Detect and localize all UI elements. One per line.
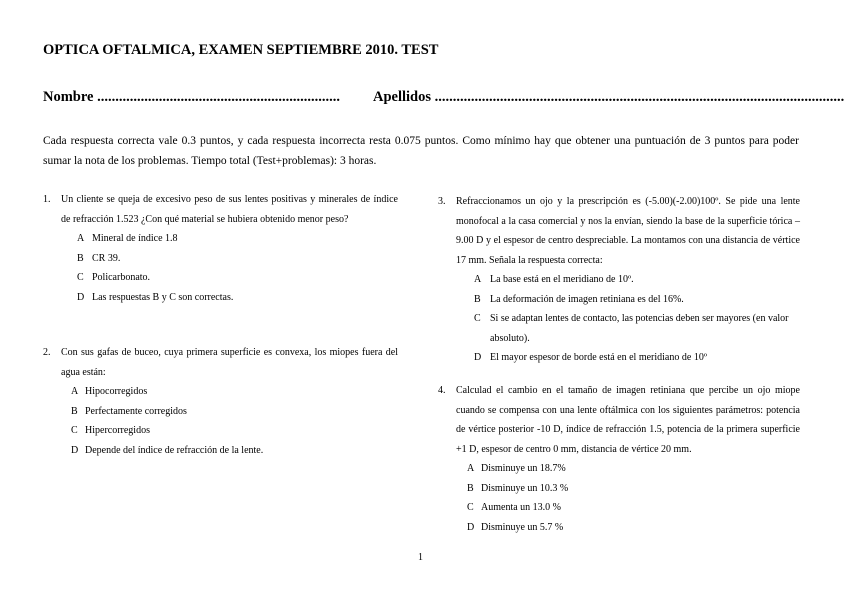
question-2	[43, 343, 398, 460]
question-text: Con sus gafas de buceo, cuya primera superficie es convexa, los miopes fuera del agua están:	[61, 347, 398, 378]
options-list	[77, 229, 398, 307]
name-field: Nombre ...................................................................	[43, 89, 340, 105]
option: B CR 39.	[77, 252, 121, 264]
option: C Si se adaptan lentes de contacto, las potencias deben ser mayores (en valor absoluto).	[474, 313, 789, 344]
option: A Disminuye un 18.7%	[467, 463, 566, 474]
option: B Disminuye un 10.3 %	[467, 482, 569, 494]
option: B La deformación de imagen retiniana es del 16%.	[474, 293, 684, 305]
page-number: 1	[418, 552, 423, 563]
option: C Policarbonato.	[77, 272, 151, 283]
surname-field: Apellidos .................................................................................................................	[373, 89, 845, 105]
question-text: Calculad el cambio en el tamaño de imagen retiniana que percibe un ojo miope cuando se compensa con una lente oftálmica con los siguientes parámetros: potencia de vértice posterior -10 D, índice de refracción 1.5, potencia de la primera superficie +1 D, espesor de centro 0 mm, distancia de vértice 20 mm.	[456, 385, 800, 455]
option: A La base está en el meridiano de 10º.	[474, 274, 634, 285]
question-number: 2.	[43, 347, 51, 358]
question-3	[438, 192, 800, 368]
question-number: 1.	[43, 194, 51, 205]
question-number: 4.	[438, 385, 446, 396]
option: B Perfectamente corregidos	[71, 405, 187, 417]
option: A Hipocorregidos	[71, 386, 148, 397]
instructions: Cada respuesta correcta vale 0.3 puntos, y cada respuesta incorrecta resta 0.075 puntos. Como mínimo hay que obtener una puntuación de 3 puntos para poder sumar la nota de los problemas. Tiempo total (Test+problemas): 3 horas.	[43, 135, 799, 167]
option: C Aumenta un 13.0 %	[467, 502, 561, 513]
option: C Hipercorregidos	[71, 425, 150, 436]
options-list	[474, 270, 800, 368]
option: D Depende del índice de refracción de la lente.	[71, 444, 264, 456]
exam-title: OPTICA OFTALMICA, EXAMEN SEPTIEMBRE 2010. TEST	[43, 42, 439, 58]
question-text: Refraccionamos un ojo y la prescripción es (-5.00)(-2.00)100º. Se pide una lente monofocal a la casa comercial y nos la envían, siendo la base de la superficie tórica –9.00 D y el espesor de centro despreciable. La montamos con una distancia de vértice 17 mm. Señala la respuesta correcta:	[456, 196, 800, 266]
options-list	[467, 459, 800, 537]
option: D El mayor espesor de borde está en el meridiano de 10º	[474, 352, 707, 363]
question-number: 3.	[438, 196, 446, 207]
options-list	[71, 382, 398, 460]
option: A Mineral de índice 1.8	[77, 233, 178, 244]
question-text: Un cliente se queja de excesivo peso de sus lentes positivas y minerales de índice de refracción 1.523 ¿Con qué material se hubiera obtenido menor peso?	[61, 194, 398, 225]
question-1	[43, 190, 398, 307]
option: D Las respuestas B y C son correctas.	[77, 291, 234, 303]
question-4	[438, 381, 800, 537]
option: D Disminuye un 5.7 %	[467, 521, 564, 533]
